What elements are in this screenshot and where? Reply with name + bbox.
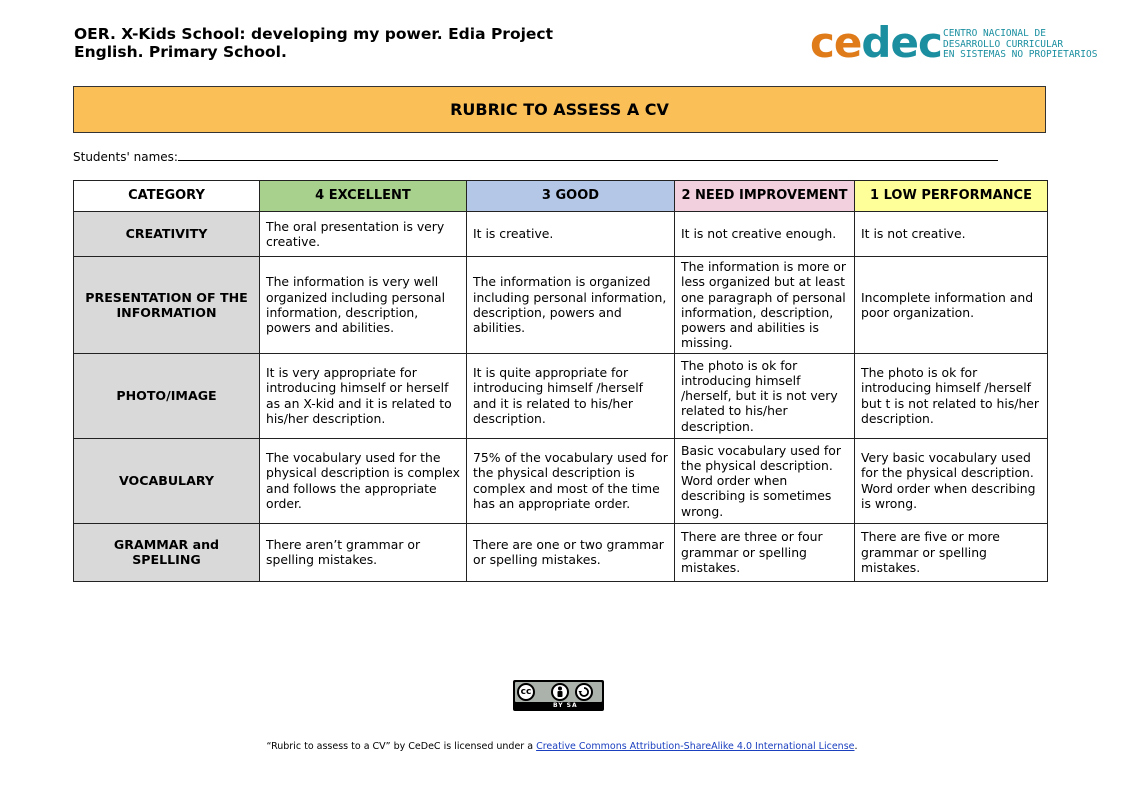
criteria-cell: 75% of the vocabulary used for the physical description is complex and most of the time has an appropriate order. <box>467 438 675 523</box>
criteria-cell: The oral presentation is very creative. <box>260 212 467 257</box>
license-link[interactable]: Creative Commons Attribution-ShareAlike 4.0 International License <box>536 741 855 752</box>
rubric-table <box>73 180 1048 582</box>
criteria-cell: It is very appropriate for introducing himself or herself as an X-kid and it is related to his/her description. <box>260 353 467 438</box>
header-cell-level-4: 1 LOW PERFORMANCE <box>855 181 1048 212</box>
logo-wordmark <box>810 18 942 67</box>
criteria-cell: The photo is ok for introducing himself /herself, but it is not very related to his/her description. <box>675 353 855 438</box>
sa-icon <box>575 683 593 701</box>
cc-badge-label: BY SA <box>553 702 578 709</box>
rubric-body <box>74 212 1048 582</box>
category-cell: CREATIVITY <box>74 212 260 257</box>
cc-icon: cc <box>517 683 535 701</box>
by-person-icon <box>551 683 569 701</box>
cc-by-sa-badge[interactable] <box>513 680 604 711</box>
category-cell: PRESENTATION OF THE INFORMATION <box>74 257 260 354</box>
license-footer <box>0 741 1124 752</box>
table-row <box>74 523 1048 581</box>
students-names-label: Students' names: <box>73 150 178 164</box>
category-cell: GRAMMAR and SPELLING <box>74 523 260 581</box>
logo-sub-line-3: EN SISTEMAS NO PROPIETARIOS <box>943 49 1098 60</box>
header-cell-level-3: 2 NEED IMPROVEMENT <box>675 181 855 212</box>
students-names-field[interactable] <box>73 150 998 164</box>
criteria-cell: Very basic vocabulary used for the physical description. Word order when describing is wrong. <box>855 438 1048 523</box>
document-header <box>74 25 553 61</box>
criteria-cell: There are three or four grammar or spelling mistakes. <box>675 523 855 581</box>
criteria-cell: It is not creative enough. <box>675 212 855 257</box>
logo-word-teal: dec <box>861 18 942 67</box>
table-row <box>74 353 1048 438</box>
criteria-cell: The photo is ok for introducing himself /herself but t is not related to his/her description. <box>855 353 1048 438</box>
logo-word-orange: ce <box>810 18 862 67</box>
criteria-cell: There are five or more grammar or spelling mistakes. <box>855 523 1048 581</box>
criteria-cell: The vocabulary used for the physical description is complex and follows the appropriate order. <box>260 438 467 523</box>
logo-sub-line-1: CENTRO NACIONAL DE <box>943 28 1046 39</box>
criteria-cell: The information is very well organized including personal information, description, powers and abilities. <box>260 257 467 354</box>
criteria-cell: It is not creative. <box>855 212 1048 257</box>
category-cell: PHOTO/IMAGE <box>74 353 260 438</box>
logo-subtitle <box>943 29 1103 61</box>
license-suffix: . <box>854 741 858 752</box>
rubric-title: RUBRIC TO ASSESS A CV <box>73 86 1046 133</box>
license-prefix: “Rubric to assess to a CV” by CeDeC is licensed under a <box>266 741 537 752</box>
criteria-cell: It is creative. <box>467 212 675 257</box>
criteria-cell: It is quite appropriate for introducing himself /herself and it is related to his/her description. <box>467 353 675 438</box>
header-line-1: OER. X-Kids School: developing my power. Edia Project <box>74 25 554 43</box>
criteria-cell: There aren’t grammar or spelling mistakes. <box>260 523 467 581</box>
criteria-cell: Basic vocabulary used for the physical description. Word order when describing is sometimes wrong. <box>675 438 855 523</box>
header-cell-level-1: 4 EXCELLENT <box>260 181 467 212</box>
students-names-line[interactable] <box>178 150 998 161</box>
table-row <box>74 212 1048 257</box>
table-row <box>74 438 1048 523</box>
table-row <box>74 257 1048 354</box>
criteria-cell: The information is more or less organized but at least one paragraph of personal information, description, powers and abilities is missing. <box>675 257 855 354</box>
header-cell-level-2: 3 GOOD <box>467 181 675 212</box>
header-cell-category: CATEGORY <box>74 181 260 212</box>
criteria-cell: Incomplete information and poor organization. <box>855 257 1048 354</box>
criteria-cell: The information is organized including personal information, description, powers and abilities. <box>467 257 675 354</box>
header-row <box>74 181 1048 212</box>
criteria-cell: There are one or two grammar or spelling mistakes. <box>467 523 675 581</box>
cc-badge-top <box>515 682 602 702</box>
header-line-2: English. Primary School. <box>74 43 287 61</box>
category-cell: VOCABULARY <box>74 438 260 523</box>
logo-sub-line-2: DESARROLLO CURRICULAR <box>943 38 1064 50</box>
